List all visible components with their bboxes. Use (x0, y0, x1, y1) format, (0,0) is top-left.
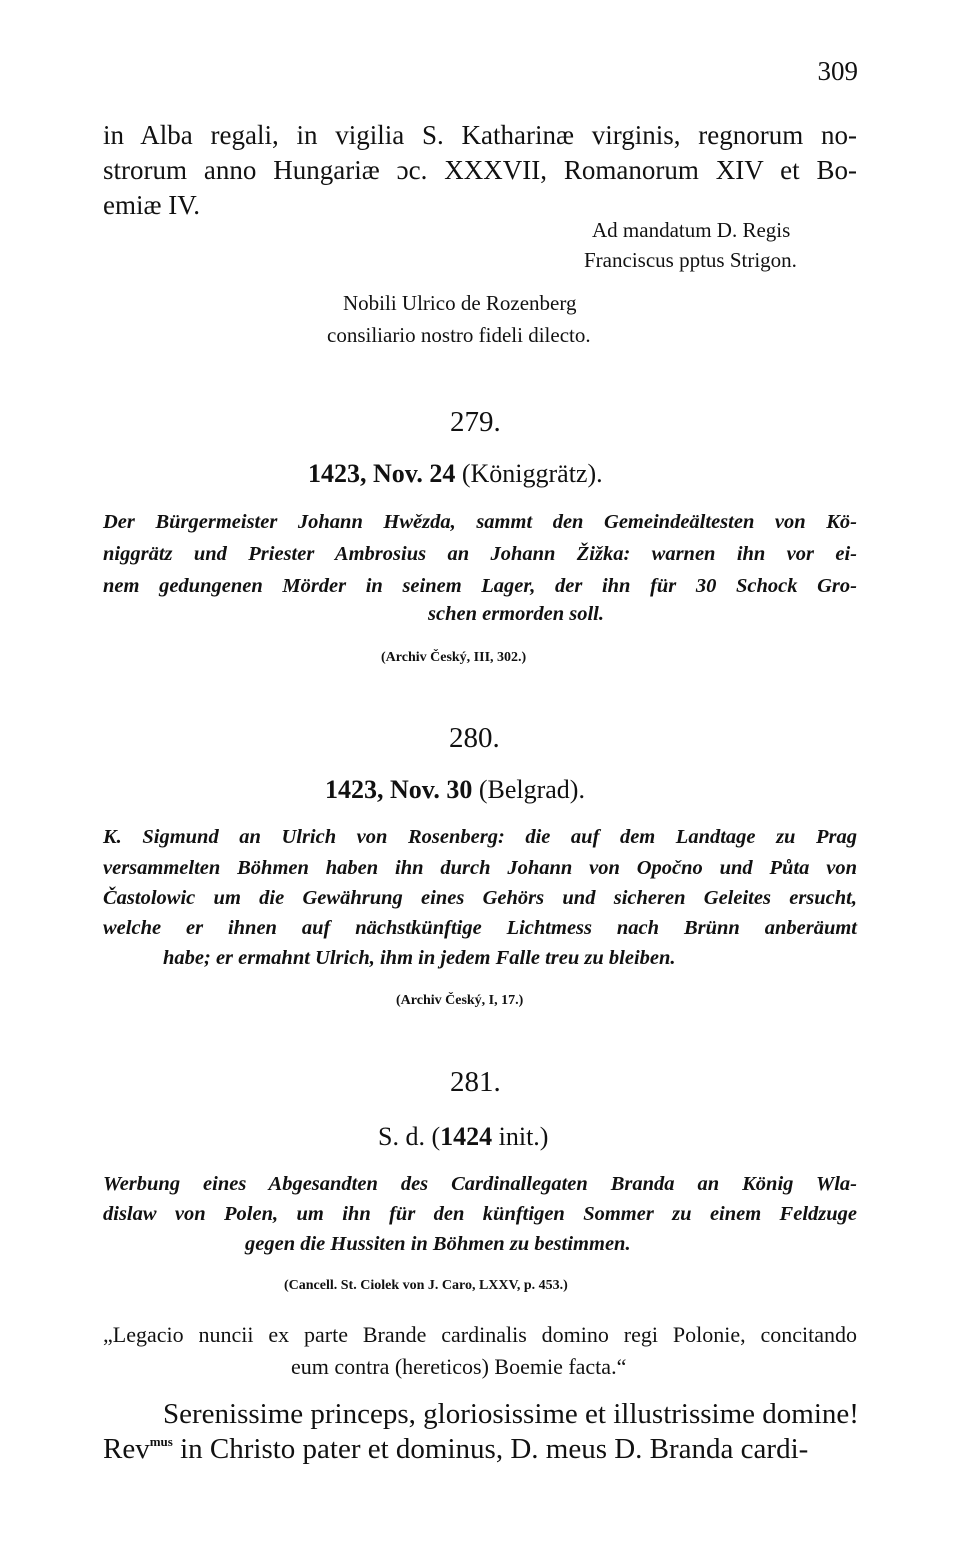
entry-279-number: 279. (450, 406, 501, 438)
entry-280-summary-1: K. Sigmund an Ulrich von Rosenberg: die auf dem Landtage zu Prag (103, 826, 857, 848)
intro-line-3: emiæ IV. (103, 190, 201, 220)
signature-line-1: Ad mandatum D. Regis (592, 218, 791, 242)
entry-281-number: 281. (450, 1066, 501, 1098)
entry-280-summary-3: Častolowic um die Gewährung eines Gehörs und sicheren Geleites ersucht, (103, 887, 857, 909)
entry-280-source: (Archiv Český, I, 17.) (396, 993, 524, 1008)
entry-281-date (378, 1122, 548, 1152)
intro-line-2: strorum anno Hungariæ ɔc. XXXVII, Romanorum XIV et Bo- (103, 155, 857, 185)
quote-line-2: eum contra (hereticos) Boemie facta.“ (291, 1354, 627, 1379)
closing-line-2-text: in Christo pater et dominus, D. meus D. Branda cardi- (172, 1433, 809, 1465)
quote-line-1: „Legacio nuncii ex parte Brande cardinalis domino regi Polonie, concitando (103, 1322, 857, 1347)
entry-281-date-pre: S. d. ( (378, 1122, 441, 1151)
entry-280-number: 280. (449, 722, 500, 754)
entry-280-summary-4: welche er ihnen auf nächstkünftige Lichtmess nach Brünn anberäumt (103, 917, 857, 939)
closing-rev: Rev (103, 1433, 150, 1465)
intro-line-1: in Alba regali, in vigilia S. Katharinæ virginis, regnorum no- (103, 120, 857, 150)
entry-280-date-bold: 1423, Nov. 30 (325, 775, 473, 804)
closing-rev-superscript: mus (149, 1434, 173, 1449)
entry-279-summary-1: Der Bürgermeister Johann Hwězda, sammt den Gemeindeältesten von Kö- (103, 511, 857, 533)
entry-279-summary-2: niggrätz und Priester Ambrosius an Johann Žižka: warnen ihn vor ei- (103, 543, 857, 565)
entry-281-summary-1: Werbung eines Abgesandten des Cardinallegaten Branda an König Wla- (103, 1173, 857, 1195)
address-line-1: Nobili Ulrico de Rozenberg (343, 291, 577, 315)
entry-280-summary-2: versammelten Böhmen haben ihn durch Johann von Opočno und Půta von (103, 857, 857, 879)
entry-281-source: (Cancell. St. Ciolek von J. Caro, LXXV, p. 453.) (284, 1278, 568, 1293)
entry-281-date-post: init.) (492, 1122, 549, 1151)
address-line-2: consiliario nostro fideli dilecto. (327, 323, 591, 347)
entry-280-summary-5: habe; er ermahnt Ulrich, ihm in jedem Falle treu zu bleiben. (163, 947, 676, 969)
entry-279-source: (Archiv Český, III, 302.) (381, 650, 527, 665)
signature-line-2: Franciscus pptus Strigon. (584, 248, 797, 272)
entry-280-date-place: (Belgrad). (478, 775, 585, 804)
entry-281-date-bold: 1424 (440, 1122, 493, 1151)
entry-280-date (325, 775, 585, 805)
entry-279-date-place: (Königgrätz). (461, 459, 603, 488)
closing-line-1: Serenissime princeps, gloriosissime et illustrissime domine! (163, 1398, 859, 1430)
entry-281-summary-2: dislaw von Polen, um ihn für den künftigen Sommer zu einem Feldzuge (103, 1203, 857, 1225)
page-number: 309 (817, 56, 858, 86)
entry-279-summary-4: schen ermorden soll. (428, 603, 604, 625)
entry-279-summary-3: nem gedungenen Mörder in seinem Lager, der ihn für 30 Schock Gro- (103, 575, 857, 597)
entry-281-summary-3: gegen die Hussiten in Böhmen zu bestimmen. (245, 1233, 631, 1255)
closing-line-2 (103, 1433, 808, 1466)
entry-279-date (308, 459, 603, 489)
entry-279-date-bold: 1423, Nov. 24 (308, 459, 456, 488)
